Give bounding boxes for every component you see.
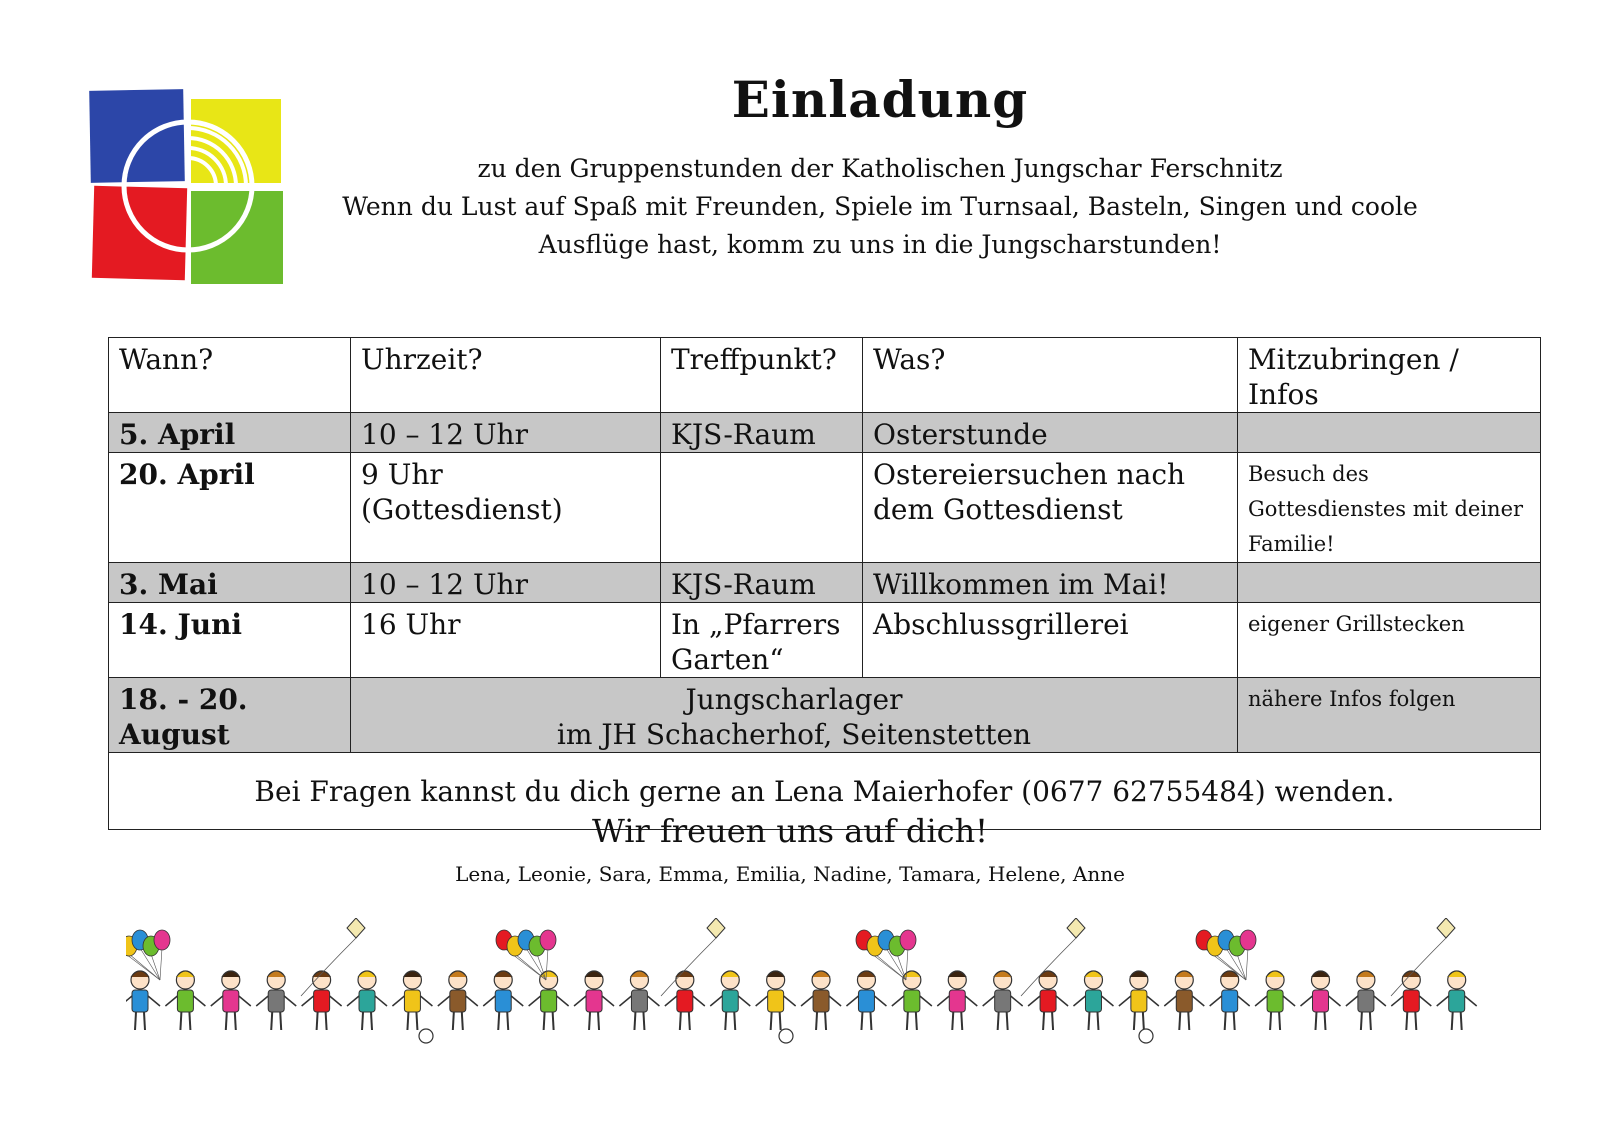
child-body	[541, 990, 557, 1012]
row-what: Willkommen im Mai!	[863, 563, 1238, 603]
table-row	[109, 678, 1541, 753]
row-what: Abschlussgrillerei	[863, 603, 1238, 678]
child-body	[1403, 990, 1419, 1012]
child-body	[177, 990, 193, 1012]
child-body	[768, 990, 784, 1012]
row-place: In „Pfarrers Garten“	[661, 603, 863, 678]
closing-text: Wir freuen uns auf dich!	[591, 812, 989, 850]
child-body	[1358, 990, 1374, 1012]
row-date: 18. - 20. August	[109, 678, 351, 753]
event-line-1: Jungscharlager	[685, 683, 903, 716]
child-body	[359, 990, 375, 1012]
row-what: Ostereiersuchen nach dem Gottesdienst	[863, 453, 1238, 563]
header-was: Was?	[863, 338, 1238, 413]
intro-line-1: zu den Gruppenstunden der Katholischen Jungschar Ferschnitz	[477, 154, 1283, 183]
table-row	[109, 603, 1541, 678]
balloon	[154, 930, 170, 950]
page-title: Einladung	[731, 70, 1029, 129]
table-header-row	[109, 338, 1541, 413]
jungschar-logo	[88, 86, 293, 291]
event-line-2: im JH Schacherhof, Seitenstetten	[556, 718, 1032, 751]
table-row	[109, 453, 1541, 563]
schedule-table	[108, 337, 1541, 830]
child-body	[1085, 990, 1101, 1012]
header-uhrzeit: Uhrzeit?	[351, 338, 661, 413]
child-body	[1040, 990, 1056, 1012]
row-info	[1238, 563, 1541, 603]
child-body	[132, 990, 148, 1012]
children-border-illustration	[126, 918, 1480, 1058]
team-names: Lena, Leonie, Sara, Emma, Emilia, Nadine, Tamara, Helene, Anne	[455, 862, 1125, 886]
row-date: 20. April	[109, 453, 351, 563]
kite	[1067, 918, 1085, 938]
child-body	[404, 990, 420, 1012]
row-date: 14. Juni	[109, 603, 351, 678]
child-body	[677, 990, 693, 1012]
intro-line-3: Ausflüge hast, komm zu uns in die Jungscharstunden!	[538, 230, 1222, 259]
child-body	[1449, 990, 1465, 1012]
balloon	[540, 930, 556, 950]
kite	[707, 918, 725, 938]
football	[779, 1029, 793, 1043]
intro-line-2: Wenn du Lust auf Spaß mit Freunden, Spiele im Turnsaal, Basteln, Singen und coole	[342, 192, 1418, 221]
row-place: KJS-Raum	[661, 563, 863, 603]
child-body	[949, 990, 965, 1012]
balloon	[1240, 930, 1256, 950]
table-row	[109, 563, 1541, 603]
child-body	[995, 990, 1011, 1012]
row-time: 10 – 12 Uhr	[351, 563, 661, 603]
row-info	[1238, 413, 1541, 453]
child-body	[1131, 990, 1147, 1012]
child-body	[223, 990, 239, 1012]
child-body	[813, 990, 829, 1012]
row-time: 10 – 12 Uhr	[351, 413, 661, 453]
child-body	[1312, 990, 1328, 1012]
kite	[347, 918, 365, 938]
row-time: 16 Uhr	[351, 603, 661, 678]
football	[419, 1029, 433, 1043]
row-date: 3. Mai	[109, 563, 351, 603]
kite	[1437, 918, 1455, 938]
table-row	[109, 413, 1541, 453]
child-body	[586, 990, 602, 1012]
child-body	[314, 990, 330, 1012]
football	[1139, 1029, 1153, 1043]
header-treffpunkt: Treffpunkt?	[661, 338, 863, 413]
header-mitzubringen: Mitzubringen / Infos	[1238, 338, 1541, 413]
child-body	[904, 990, 920, 1012]
child-body	[495, 990, 511, 1012]
row-info: nähere Infos folgen	[1238, 678, 1541, 753]
contact-text: Bei Fragen kannst du dich gerne an Lena Maierhofer (0677 62755484) wenden.	[109, 753, 1541, 830]
child-body	[858, 990, 874, 1012]
row-info: eigener Grillstecken	[1238, 603, 1541, 678]
row-event	[351, 678, 1238, 753]
balloon	[900, 930, 916, 950]
row-date: 5. April	[109, 413, 351, 453]
row-time: 9 Uhr (Gottesdienst)	[351, 453, 661, 563]
child-body	[631, 990, 647, 1012]
row-info: Besuch des Gottesdienstes mit deiner Familie!	[1238, 453, 1541, 563]
child-body	[450, 990, 466, 1012]
row-place: KJS-Raum	[661, 413, 863, 453]
header-wann: Wann?	[109, 338, 351, 413]
child-body	[1222, 990, 1238, 1012]
child-body	[1176, 990, 1192, 1012]
row-place	[661, 453, 863, 563]
intro-text	[300, 150, 1460, 264]
child-body	[1267, 990, 1283, 1012]
row-what: Osterstunde	[863, 413, 1238, 453]
child-body	[268, 990, 284, 1012]
child-body	[722, 990, 738, 1012]
